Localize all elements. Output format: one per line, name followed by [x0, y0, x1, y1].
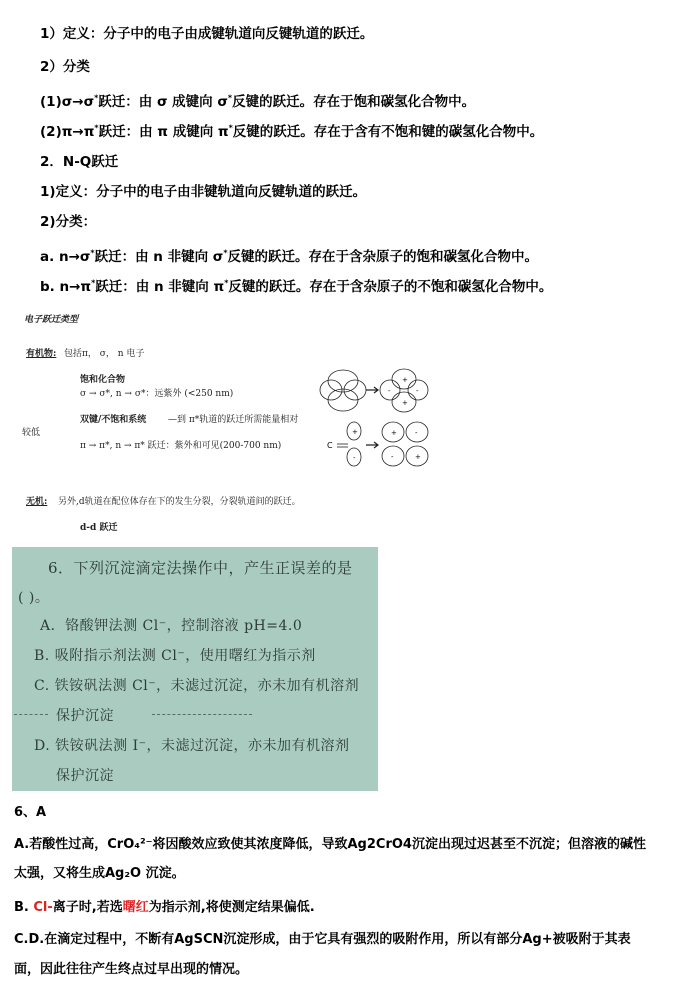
- question-photo: [12, 547, 378, 791]
- dd-transition: d-d 跃迁: [80, 523, 118, 533]
- svg-text:+: +: [415, 453, 421, 461]
- inorganic-label: 无机:: [26, 497, 48, 507]
- question-stem: 6．下列沉淀滴定法操作中，产生正误差的是: [48, 559, 353, 577]
- orbital-diagram: [318, 366, 436, 476]
- svg-text:-: -: [391, 453, 394, 461]
- answer-a-line2: 太强，又将生成Ag₂O 沉淀。: [14, 866, 185, 881]
- svg-text:-: -: [353, 454, 356, 462]
- option-a: A．铬酸钾法测 Cl⁻，控制溶液 pH=4.0: [40, 618, 303, 634]
- n-pi-line: b. n→π*跃迁：由 n 非键向 π*反键的跃迁。存在于含杂原子的不饱和碳氢化合物中。: [40, 278, 553, 295]
- option-d-cont: 保护沉淀: [56, 768, 114, 784]
- question-paren: ( )。: [18, 590, 50, 606]
- option-c-cont: 保护沉淀: [56, 708, 114, 724]
- organic-desc: 包括π， σ， n 电子: [64, 349, 145, 359]
- saturated-transitions: σ → σ*, n → σ*：远紫外 (<250 nm): [80, 389, 234, 399]
- low-label: 较低: [22, 428, 41, 438]
- answer-b: B. Cl-离子时,若选曙红为指示剂,将使测定结果偏低.: [14, 900, 315, 915]
- electron-transition-figure: [18, 308, 438, 538]
- option-b: B. 吸附指示剂法测 Cl⁻，使用曙红为指示剂: [34, 648, 316, 664]
- orbital-carbon-label: C: [327, 441, 333, 450]
- nq-definition: 1)定义：分子中的电子由非键轨道向反键轨道的跃迁。: [40, 184, 367, 200]
- saturated-label: 饱和化合物: [80, 375, 126, 385]
- svg-text:-: -: [416, 387, 419, 395]
- unsaturated-desc: —到 π*轨道的跃迁所需能量相对: [168, 415, 299, 425]
- option-c: C. 铁铵矾法测 Cl⁻，未滤过沉淀，亦未加有机溶剂: [34, 678, 360, 694]
- answer-a-line1: A.若酸性过高，CrO₄²⁻将因酸效应致使其浓度降低，导致Ag2CrO4沉淀出现过迟甚至不沉淀；但溶液的碱性: [14, 837, 646, 852]
- unsaturated-label: 双键/不饱和系统: [80, 415, 147, 425]
- svg-text:+: +: [391, 429, 397, 437]
- nq-classification: 2)分类：: [40, 214, 97, 230]
- inorganic-desc: 另外,d轨道在配位体存在下的发生分裂，分裂轨道间的跃迁。: [58, 497, 301, 507]
- svg-text:+: +: [402, 376, 408, 384]
- n-sigma-line: a. n→σ*跃迁：由 n 非键向 σ*反键的跃迁。存在于含杂原子的饱和碳氢化合物中。: [40, 248, 538, 265]
- option-d: D. 铁铵矾法测 I⁻，未滤过沉淀，亦未加有机溶剂: [34, 738, 350, 754]
- svg-text:-: -: [388, 387, 391, 395]
- answer-title: 6、A: [14, 805, 47, 820]
- svg-text:+: +: [402, 399, 408, 407]
- sigma-transition-line: (1)σ→σ*跃迁：由 σ 成键向 σ*反键的跃迁。存在于饱和碳氢化合物中。: [40, 93, 476, 110]
- pi-transition-line: (2)π→π*跃迁：由 π 成键向 π*反键的跃迁。存在于含有不饱和键的碳氢化合物中。: [40, 123, 544, 140]
- organic-label: 有机物:: [26, 349, 57, 359]
- answer-cd-line1: C.D.在滴定过程中，不断有AgSCN沉淀形成，由于它具有强烈的吸附作用，所以有部分Ag+被吸附于其表: [14, 932, 631, 947]
- answer-cd-line2: 面，因此往往产生终点过早出现的情况。: [14, 962, 249, 977]
- definition-line: 1）定义：分子中的电子由成键轨道向反键轨道的跃迁。: [40, 26, 374, 42]
- svg-text:+: +: [352, 428, 358, 436]
- unsaturated-transitions: π → π*, n → π* 跃迁：紫外和可见(200-700 nm): [80, 441, 282, 451]
- dashed-rule: [14, 714, 48, 715]
- figure-title: 电子跃迁类型: [24, 315, 79, 325]
- classification-line: 2）分类: [40, 59, 90, 75]
- svg-text:-: -: [415, 429, 418, 437]
- dashed-rule: [152, 714, 252, 715]
- nq-heading: 2．N-Q跃迁: [40, 154, 119, 170]
